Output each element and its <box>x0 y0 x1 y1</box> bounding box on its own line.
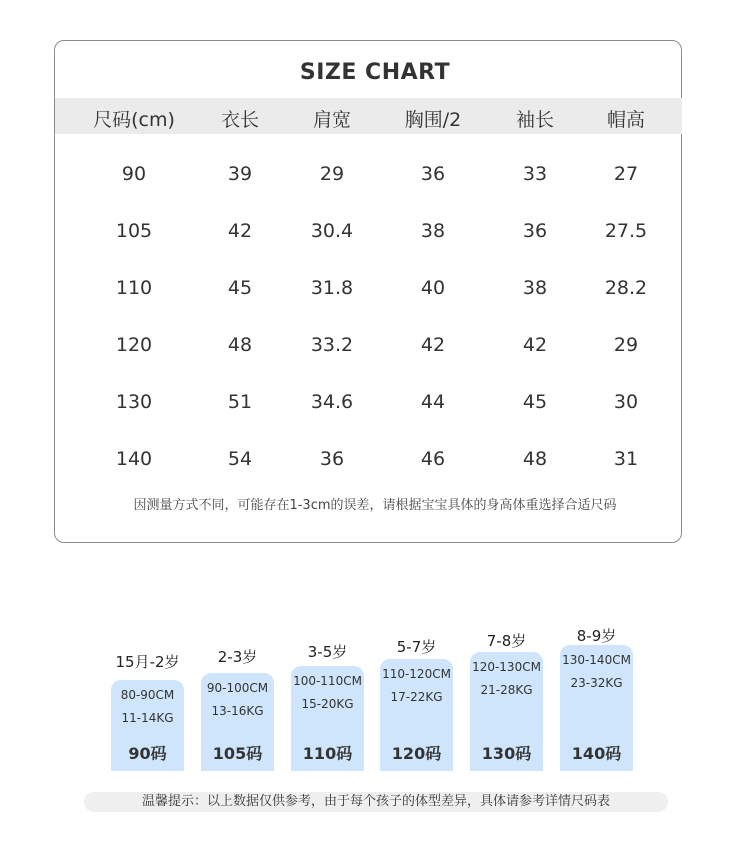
page-title: SIZE CHART <box>299 60 451 85</box>
age-label: 15月-2岁 <box>115 653 180 671</box>
size-code: 110码 <box>302 744 353 763</box>
table-cell: 29 <box>319 163 345 185</box>
column-header: 衣长 <box>220 109 260 131</box>
age-label: 8-9岁 <box>576 627 617 645</box>
weight-range: 21-28KG <box>480 683 533 697</box>
table-cell: 54 <box>227 448 253 470</box>
table-cell: 39 <box>227 163 253 185</box>
table-cell: 36 <box>420 163 446 185</box>
table-cell: 36 <box>319 448 345 470</box>
table-cell: 33 <box>522 163 548 185</box>
table-cell: 105 <box>115 220 153 242</box>
height-range: 80-90CM <box>120 688 175 702</box>
table-cell: 120 <box>115 334 153 356</box>
weight-range: 23-32KG <box>570 676 623 690</box>
table-cell: 110 <box>115 277 153 299</box>
table-cell: 90 <box>121 163 147 185</box>
table-cell: 42 <box>522 334 548 356</box>
weight-range: 15-20KG <box>301 697 354 711</box>
table-cell: 45 <box>522 391 548 413</box>
size-code: 130码 <box>481 744 532 763</box>
height-range: 100-110CM <box>293 674 362 688</box>
column-header: 帽高 <box>606 109 646 131</box>
table-cell: 36 <box>522 220 548 242</box>
height-range: 110-120CM <box>382 667 451 681</box>
age-label: 5-7岁 <box>396 638 437 656</box>
table-cell: 31 <box>613 448 639 470</box>
weight-range: 17-22KG <box>390 690 443 704</box>
age-label: 7-8岁 <box>486 632 527 650</box>
tip-banner: 温馨提示：以上数据仅供参考，由于每个孩子的体型差异，具体请参考详情尺码表 <box>84 792 668 812</box>
age-label: 2-3岁 <box>217 648 258 666</box>
column-header: 肩宽 <box>312 109 352 131</box>
size-bar <box>201 673 274 771</box>
size-code: 120码 <box>391 744 442 763</box>
size-bar <box>470 652 543 771</box>
table-cell: 42 <box>227 220 253 242</box>
table-cell: 27 <box>613 163 639 185</box>
size-bar <box>111 680 184 771</box>
table-cell: 42 <box>420 334 446 356</box>
column-header: 袖长 <box>515 109 555 131</box>
age-label: 3-5岁 <box>307 643 348 661</box>
size-code: 90码 <box>128 744 167 763</box>
height-range: 90-100CM <box>206 681 269 695</box>
table-cell: 51 <box>227 391 253 413</box>
size-bar <box>560 645 633 771</box>
table-cell: 46 <box>420 448 446 470</box>
height-range: 130-140CM <box>562 653 631 667</box>
measurement-note: 因测量方式不同，可能存在1-3cm的误差，请根据宝宝具体的身高体重选择合适尺码 <box>133 498 617 513</box>
table-cell: 30 <box>613 391 639 413</box>
size-bar <box>380 659 453 771</box>
table-cell: 34.6 <box>310 391 354 413</box>
table-cell: 48 <box>522 448 548 470</box>
table-cell: 140 <box>115 448 153 470</box>
weight-range: 13-16KG <box>211 704 264 718</box>
table-cell: 27.5 <box>604 220 648 242</box>
table-cell: 31.8 <box>310 277 354 299</box>
table-cell: 29 <box>613 334 639 356</box>
table-cell: 33.2 <box>310 334 354 356</box>
height-range: 120-130CM <box>472 660 541 674</box>
column-header: 胸围/2 <box>404 109 462 131</box>
size-bar <box>291 666 364 771</box>
weight-range: 11-14KG <box>121 711 174 725</box>
table-cell: 130 <box>115 391 153 413</box>
table-cell: 38 <box>420 220 446 242</box>
column-header: 尺码(cm) <box>93 109 175 131</box>
table-cell: 38 <box>522 277 548 299</box>
table-cell: 30.4 <box>310 220 354 242</box>
size-code: 105码 <box>212 744 263 763</box>
table-cell: 28.2 <box>604 277 648 299</box>
table-cell: 40 <box>420 277 446 299</box>
size-code: 140码 <box>571 744 622 763</box>
table-cell: 44 <box>420 391 446 413</box>
table-cell: 48 <box>227 334 253 356</box>
table-cell: 45 <box>227 277 253 299</box>
